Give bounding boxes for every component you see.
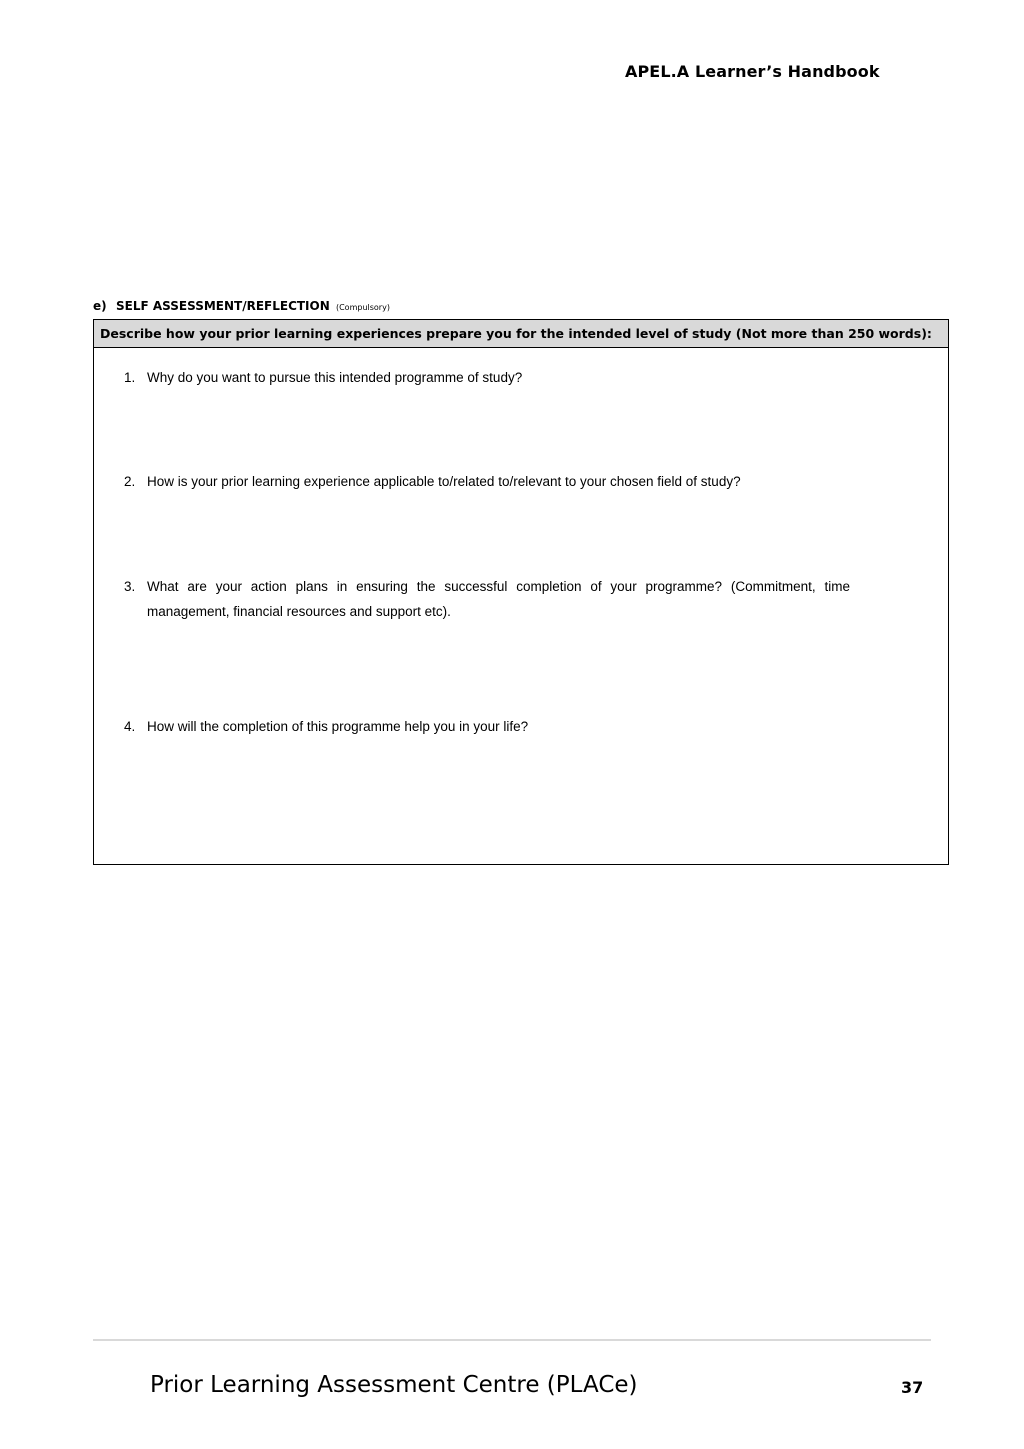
question-number: 4.: [124, 719, 136, 734]
question-text: Why do you want to pursue this intended programme of study?: [147, 370, 523, 385]
question-text: How is your prior learning experience applicable to/related to/relevant to your chosen field of study?: [147, 474, 741, 489]
question-number: 1.: [124, 370, 136, 385]
section-letter: e): [93, 299, 107, 313]
section-heading: [93, 299, 390, 313]
question-text: What are your action plans in ensuring the successful completion of your programme? (Commitment, time management, financial resources and support etc).: [147, 579, 850, 619]
self-assessment-form: [93, 319, 949, 865]
question-number: 2.: [124, 474, 136, 489]
footer-divider: [93, 1339, 931, 1341]
page-number: 37: [901, 1378, 924, 1397]
question-item: [124, 365, 850, 390]
question-text: How will the completion of this programme help you in your life?: [147, 719, 529, 734]
section-title: SELF ASSESSMENT/REFLECTION: [116, 299, 330, 313]
question-number: 3.: [124, 579, 136, 594]
section-note: (Compulsory): [335, 303, 390, 312]
form-instruction: Describe how your prior learning experiences prepare you for the intended level of study (Not more than 250 words):: [94, 320, 948, 348]
question-item: [124, 469, 850, 494]
question-item: [124, 574, 850, 624]
footer-organization: Prior Learning Assessment Centre (PLACe): [150, 1372, 638, 1398]
page-header-title: APEL.A Learner’s Handbook: [625, 62, 880, 81]
question-item: [124, 714, 850, 739]
